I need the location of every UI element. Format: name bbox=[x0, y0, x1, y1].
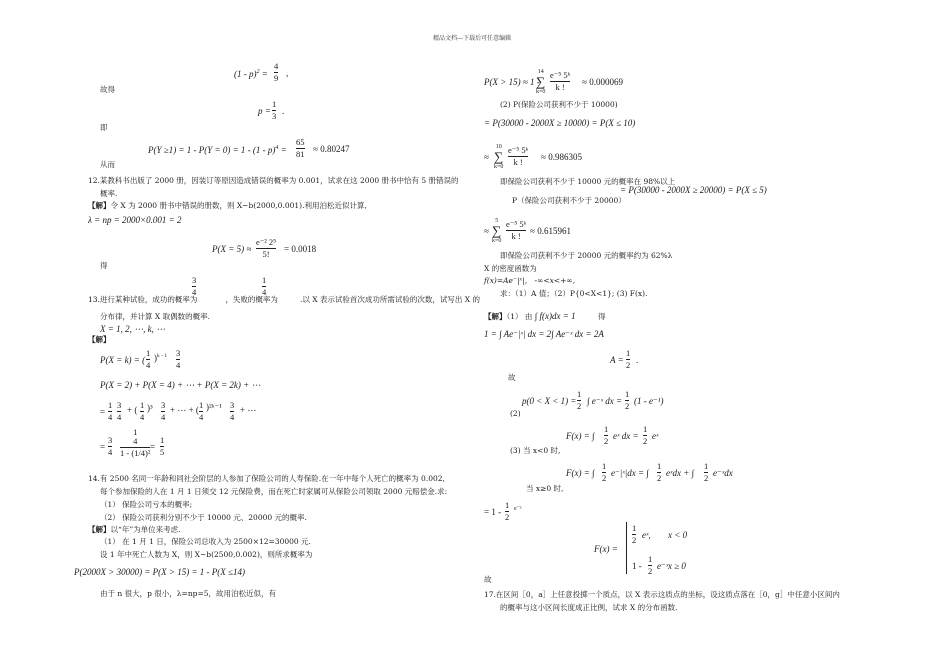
text-line: 从而 bbox=[100, 160, 115, 169]
math-line: )$^{k - 1}$ bbox=[154, 353, 168, 363]
fraction: 1 4 bbox=[146, 348, 151, 370]
fraction: 1 2 bbox=[643, 424, 648, 446]
math-line: ≈ bbox=[484, 226, 489, 236]
problem-17-text: 17.在区间［0，a］上任意投掷一个质点，以 X 表示这质点的坐标，设这质点落在［0，g］中任意小区间内 bbox=[484, 590, 840, 599]
math-line: = 1 - bbox=[484, 507, 502, 517]
text-line: P（保险公司获利不少于 20000） bbox=[512, 196, 626, 205]
text-line: f(x)=Ae⁻|ˣ|， -∞<x<+∞, bbox=[484, 276, 576, 285]
problem-17-text: 的概率与这小区间长度成正比例，试求 X 的分布函数. bbox=[500, 603, 678, 612]
math-line: (1 - p)$^2$ = bbox=[234, 69, 268, 79]
fraction: 3 4 bbox=[230, 400, 235, 422]
text-line: 求：（1）A 值；（2）P{0<X<1}; (3) F(x). bbox=[500, 289, 648, 298]
math-line: P(X = k) = ( bbox=[100, 355, 146, 365]
math-line: P(X = 2) + P(X = 4) + ⋯ + P(X = 2k) + ⋯ bbox=[100, 380, 261, 390]
math-line: p = bbox=[258, 106, 271, 116]
math-line: ≈ 0.80247 bbox=[313, 144, 350, 154]
problem-14-text: 14.有 2500 名同一年龄和同社会阶层的人参加了保险公司的人寿保险.在一年中每个人死亡的概率为 0.002, bbox=[88, 474, 445, 483]
solution-14: 【解】以“年”为单位来考虑. bbox=[88, 525, 181, 534]
text-line: X 的密度函数为 bbox=[484, 264, 537, 273]
fraction: e⁻⁵ 5ᵏ k ! bbox=[506, 219, 527, 241]
text-line: 即保险公司获利不少于 10000 元的概率在 98%以上 bbox=[500, 177, 676, 186]
summation: 5 ∑ k=0 bbox=[492, 218, 502, 244]
math-line: )³ bbox=[147, 403, 153, 413]
math-line: = P(30000 - 2000X ≥ 20000) = P(X ≤ 5) bbox=[620, 185, 767, 195]
problem-14-text: （2） 保险公司获利分别不少于 10000 元、20000 元的概率. bbox=[100, 513, 307, 522]
fraction: 3 4 bbox=[176, 348, 181, 370]
math-line: F(x) = ∫ bbox=[566, 431, 595, 441]
math-line: + ( bbox=[127, 405, 138, 415]
math-line: p(0 < X < 1) = bbox=[522, 396, 577, 406]
fraction: 1 5 bbox=[160, 435, 165, 457]
math-line: ∫ e⁻ˣ dx = bbox=[587, 396, 623, 406]
problem-13-text: 分布律，并计算 X 取偶数的概率. bbox=[100, 312, 210, 321]
fraction: 1 2 bbox=[632, 523, 637, 545]
text-line: 故 bbox=[508, 373, 516, 382]
problem-14-text: （1） 保险公司亏本的概率; bbox=[100, 500, 193, 509]
problem-12-text: 概率. bbox=[100, 189, 118, 198]
math-line: x < 0 bbox=[668, 530, 688, 540]
fraction: 1 2 bbox=[657, 461, 662, 483]
math-line: F(x) = ∫ bbox=[566, 468, 595, 478]
math-line: e⁻ˣdx bbox=[713, 468, 733, 478]
summation: 10 ∑ k=0 bbox=[494, 144, 504, 170]
math-line: = bbox=[150, 442, 156, 452]
math-line: e⁻ˣ bbox=[657, 561, 669, 571]
math-line: A = bbox=[610, 355, 624, 365]
text-line: 即保险公司获利不少于 20000 元的概率约为 62%λ bbox=[500, 251, 673, 260]
text-line: (2) bbox=[510, 409, 521, 418]
math-line: ≈ 0.000069 bbox=[582, 77, 623, 87]
fraction: 3 4 bbox=[117, 400, 122, 422]
math-line: )²ᵏ⁻¹ bbox=[206, 402, 222, 412]
math-line: e⁻|ˣ|dx = ∫ bbox=[611, 468, 649, 478]
math-line: F(x) = bbox=[594, 544, 618, 554]
fraction: 1 2 bbox=[704, 461, 709, 483]
text-line: 故得 bbox=[100, 85, 115, 94]
math-line: λ = np = 2000×0.001 = 2 bbox=[88, 215, 182, 225]
math-line: 1 - bbox=[632, 561, 642, 571]
math-line: eˣ bbox=[652, 431, 659, 441]
math-line: P(Y ≥1) = 1 - P(Y = 0) = 1 - (1 - p)$^4$ = bbox=[148, 145, 287, 155]
text-line: (2) P(保险公司获利不少于 10000) bbox=[500, 100, 618, 109]
fraction: 1 4 bbox=[199, 400, 204, 422]
math-line: = 0.0018 bbox=[284, 244, 317, 254]
problem-14-text: 每个参加保险的人在 1 月 1 日须交 12 元保险费，而在死亡时家属可从保险公司领取 2000 元赔偿金.求: bbox=[100, 487, 448, 496]
page-header: 精品文档---下载后可任意编辑 bbox=[433, 35, 512, 42]
math-line: ≈ bbox=[484, 152, 489, 162]
math-line: eˣ, bbox=[642, 530, 651, 540]
text-line: (3) 当 x<0 时, bbox=[510, 446, 561, 455]
summation: 14 ∑ k=0 bbox=[536, 69, 546, 95]
fraction: 1 2 bbox=[604, 424, 609, 446]
math-line: , bbox=[286, 68, 289, 78]
fraction: 1 4 bbox=[140, 400, 145, 422]
fraction: 3 4 bbox=[192, 275, 197, 297]
solution-12: 【解】令 X 为 2000 册书中错误的册数，则 X~b(2000,0.001).利用泊松近似计算, bbox=[88, 201, 367, 210]
fraction: e⁻² 2⁵ 5! bbox=[256, 237, 277, 259]
text-line: 由于 n 很大，p 很小，λ=np=5，故用泊松近似，有 bbox=[100, 589, 277, 598]
math-line: + ⋯ bbox=[240, 405, 257, 415]
fraction: 1 2 bbox=[602, 461, 607, 483]
solution-13-tag: 【解】 bbox=[88, 335, 111, 344]
text-line: 设 1 年中死亡人数为 X，则 X~b(2500,0.002)，则所求概率为 bbox=[100, 550, 313, 559]
fraction: e⁻⁵ 5ᵏ k ! bbox=[508, 145, 529, 167]
fraction: 1 4 1 - (1/4)² bbox=[120, 427, 151, 458]
fraction: 3 4 bbox=[161, 400, 166, 422]
fraction: 1 2 bbox=[648, 554, 653, 576]
text-line: 即 bbox=[100, 123, 108, 132]
math-line: eˣdx + ∫ bbox=[666, 468, 695, 478]
math-line: = bbox=[100, 442, 106, 452]
fraction: e⁻⁵ 5ᵏ k ! bbox=[550, 70, 571, 92]
fraction: 1 2 bbox=[505, 500, 510, 522]
problem-13-text: 13.进行某种试验，成功的概率为 ，失败的概率为 .以 X 表示试验首次成功所需试验的次数，试写出 X 的 bbox=[88, 295, 481, 304]
math-line: ≈ 0.615961 bbox=[530, 226, 571, 236]
fraction: 1 4 bbox=[262, 275, 267, 297]
math-line: + ⋯ + ( bbox=[170, 405, 199, 415]
math-line: = bbox=[100, 407, 106, 417]
math-line: (1 - e⁻¹) bbox=[634, 396, 664, 406]
math-line: e⁻ˣ bbox=[514, 506, 522, 512]
text-line: 当 x≥0 时, bbox=[526, 484, 564, 493]
fraction: 1 2 bbox=[626, 348, 631, 370]
text-line: 故 bbox=[484, 575, 492, 584]
math-line: x ≥ 0 bbox=[668, 561, 686, 571]
math-line: eˣ dx = bbox=[613, 431, 639, 441]
math-line: X = 1, 2, ⋯, k, ⋯ bbox=[100, 324, 166, 334]
math-line: ≈ 0.986305 bbox=[541, 152, 582, 162]
problem-12-text: 12.某教科书出版了 2000 册，因装订等原因造成错误的概率为 0.001，试求在这 2000 册书中恰有 5 册错误的 bbox=[88, 176, 459, 185]
solution-16: 【解】（1） 由 ∫ f(x)dx = 1 得 bbox=[484, 311, 606, 321]
math-line: P(X = 5) ≈ bbox=[212, 244, 252, 254]
fraction: 65 81 bbox=[296, 137, 305, 159]
fraction: 1 3 bbox=[272, 99, 277, 121]
fraction: 1 2 bbox=[577, 389, 582, 411]
fraction: 3 4 bbox=[108, 435, 113, 457]
fraction: 1 2 bbox=[625, 389, 630, 411]
fraction: 1 4 bbox=[108, 400, 113, 422]
math-line: . bbox=[282, 106, 285, 116]
math-line: 1 = ∫ Ae⁻|ˣ| dx = 2∫ Ae⁻ˣ dx = 2A bbox=[484, 329, 604, 339]
text-line: 得 bbox=[100, 261, 108, 270]
math-line: = P(30000 - 2000X ≥ 10000) = P(X ≤ 10) bbox=[484, 118, 636, 128]
text-line: （1） 在 1 月 1 日，保险公司总收入为 2500×12=30000 元. bbox=[100, 537, 311, 546]
fraction: 4 9 bbox=[274, 61, 279, 83]
math-line: P(X > 15) ≈ 1 - bbox=[484, 77, 540, 87]
math-line: . bbox=[636, 355, 639, 365]
math-line: P(2000X > 30000) = P(X > 15) = 1 - P(X ≤14) bbox=[74, 567, 245, 577]
piecewise-brace bbox=[626, 522, 627, 574]
